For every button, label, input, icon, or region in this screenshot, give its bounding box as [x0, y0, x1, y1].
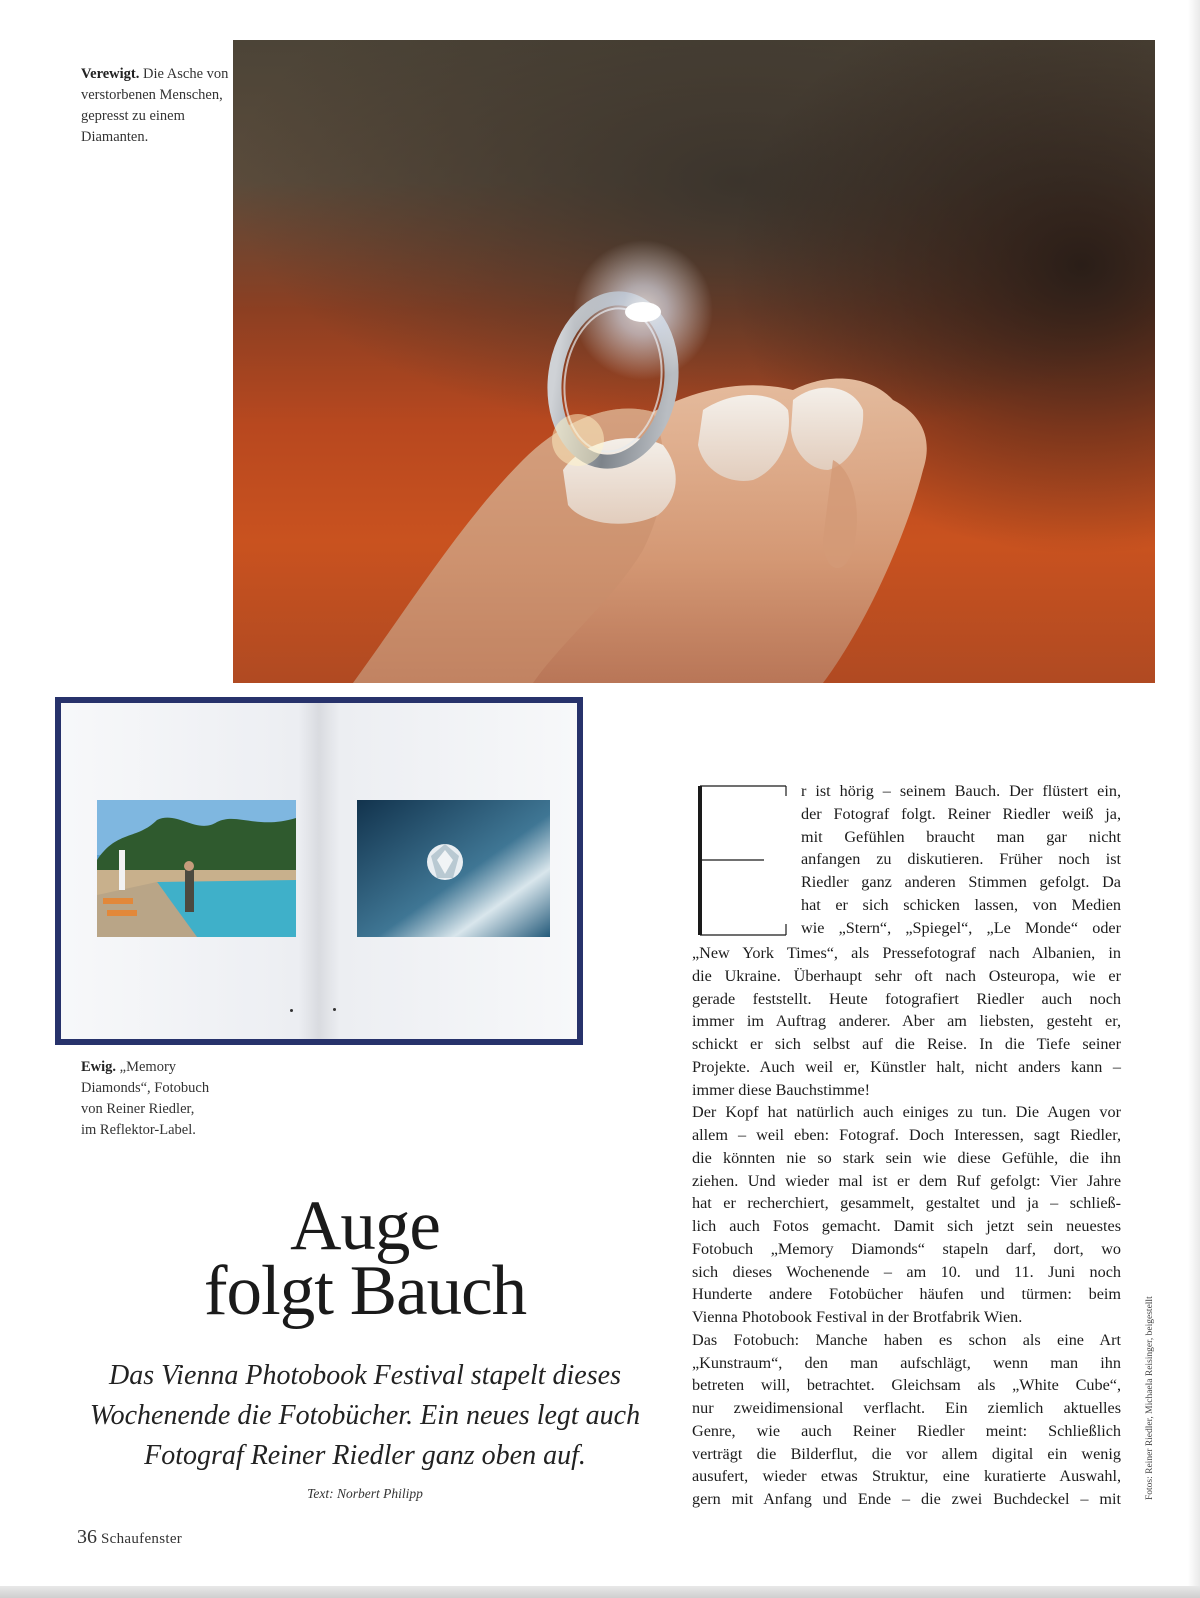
caption-book-bold: Ewig. [81, 1059, 117, 1075]
body-line: „New York Times“, als Pressefotograf nach Albanien, in [692, 944, 1121, 962]
body-line: die könnten nie so stark sein wie diese Gefühle, die ihn [692, 1148, 1121, 1167]
body-line: hat er sich schicken lassen, von Medien [801, 895, 1121, 914]
body-line: nur zweidimensional verflacht. Ein ziemlich aktuelles [692, 1399, 1121, 1417]
body-line: gern mit Anfang und Ende – die zwei Buchdeckel – mit [692, 1490, 1121, 1508]
caption-top-text: Die Asche von verstorbenen Menschen, gepresst zu einem Diamanten. [81, 66, 229, 145]
body-line: allem – weil eben: Fotograf. Doch Interessen, sagt Riedler, [692, 1126, 1121, 1144]
body-line: Das Fotobuch: Manche haben es schon als eine Art [692, 1330, 1121, 1349]
body-column-indented [801, 780, 1121, 939]
body-line: schickt er sich selbst auf die Reise. In die Tiefe seiner [692, 1035, 1121, 1053]
body-line: immer im Auftrag anderer. Aber am liebsten, gesteht er, [692, 1012, 1121, 1031]
main-photo [233, 40, 1155, 683]
caption-book-text: „Memory Diamonds“, Fotobuch von Reiner Riedler, im Reflektor-Label. [81, 1059, 210, 1138]
body-line: Genre, wie auch Reiner Riedler meint: Schließlich [692, 1421, 1121, 1440]
body-line: die Ukraine. Überhaupt sehr oft nach Osteuropa, wie er [692, 966, 1121, 985]
body-line: Fotobuch „Memory Diamonds“ stapeln darf, dort, wo [692, 1239, 1121, 1258]
book-pages [61, 703, 577, 1039]
drop-cap-letter [694, 784, 790, 937]
body-column-full [692, 942, 1121, 1511]
body-line: ausufert, wieder etwas Struktur, eine kuratierte Auswahl, [692, 1467, 1121, 1486]
body-line: mit Gefühlen braucht man gar nicht [801, 827, 1121, 846]
body-line: sich dieses Wochenende – am 10. und 11. Juni noch [692, 1262, 1121, 1281]
body-line: anfangen zu diskutieren. Früher noch ist [801, 850, 1121, 869]
body-line: wie „Stern“, „Spiegel“, „Le Monde“ oder [801, 918, 1121, 937]
headline [150, 1187, 580, 1330]
body-line: Vienna Photobook Festival in der Brotfabrik Wien. [692, 1308, 1023, 1326]
body-line: immer diese Bauchstimme! [692, 1080, 871, 1099]
folio [77, 1526, 182, 1549]
pool-scene-photo [97, 800, 296, 937]
page-edge-right [1188, 0, 1200, 1598]
caption-top [81, 64, 231, 148]
page-edge-bottom [0, 1586, 1200, 1598]
magazine-name: Schaufenster [101, 1531, 183, 1547]
diamond-photo [357, 800, 550, 937]
ring-illustration [233, 40, 1155, 683]
headline-line-2: folgt Bauch [203, 1252, 527, 1330]
body-line: verträgt die Bilderflut, die vor allem digital ein wenig [692, 1444, 1121, 1463]
lead-paragraph: Das Vienna Photobook Festival stapelt dieses Wochenende die Fotobücher. Ein neues legt auch Fotograf Reiner Riedler ganz oben auf. [89, 1360, 641, 1471]
body-line: lich auch Fotos gemacht. Damit sich jetzt sein neuestes [692, 1217, 1121, 1235]
body-line: betreten will, betrachtet. Gleichsam als „White Cube“, [692, 1376, 1121, 1395]
page-dot-left [290, 1009, 293, 1012]
body-line: Riedler ganz anderen Stimmen gefolgt. Da [801, 873, 1121, 891]
body-line: gerade feststellt. Heute fotografiert Riedler auch noch [692, 989, 1121, 1008]
body-line: Hunderte andere Fotobücher häufen und türmen: beim [692, 1285, 1121, 1304]
body-line: Der Kopf hat natürlich auch einiges zu tun. Die Augen vor [692, 1103, 1121, 1122]
body-line: „Kunstraum“, den man aufschlägt, wenn man ihn [692, 1353, 1121, 1372]
caption-book [81, 1057, 211, 1141]
headline-line-1: Auge [290, 1187, 440, 1265]
page-dot-right [333, 1008, 336, 1011]
book-photo [55, 697, 583, 1045]
body-line: hat er recherchiert, gesammelt, gestaltet und ja – schließ- [692, 1194, 1121, 1213]
byline: Text: Norbert Philipp [307, 1486, 423, 1501]
body-line: Projekte. Auch weil er, Künstler halt, nicht anders kann – [692, 1057, 1121, 1076]
page-number: 36 [77, 1526, 97, 1548]
drop-cap [694, 784, 790, 937]
body-line: ziehen. Und wieder mal ist er dem Ruf gefolgt: Vier Jahre [692, 1171, 1121, 1190]
body-line: r ist hörig – seinem Bauch. Der flüstert ein, [801, 782, 1121, 800]
caption-top-bold: Verewigt. [81, 66, 140, 82]
body-line: der Fotograf folgt. Reiner Riedler weiß ja, [801, 804, 1121, 823]
photo-credit: Fotos: Reiner Riedler, Michaela Reisinger, beigestellt [1145, 1296, 1155, 1500]
